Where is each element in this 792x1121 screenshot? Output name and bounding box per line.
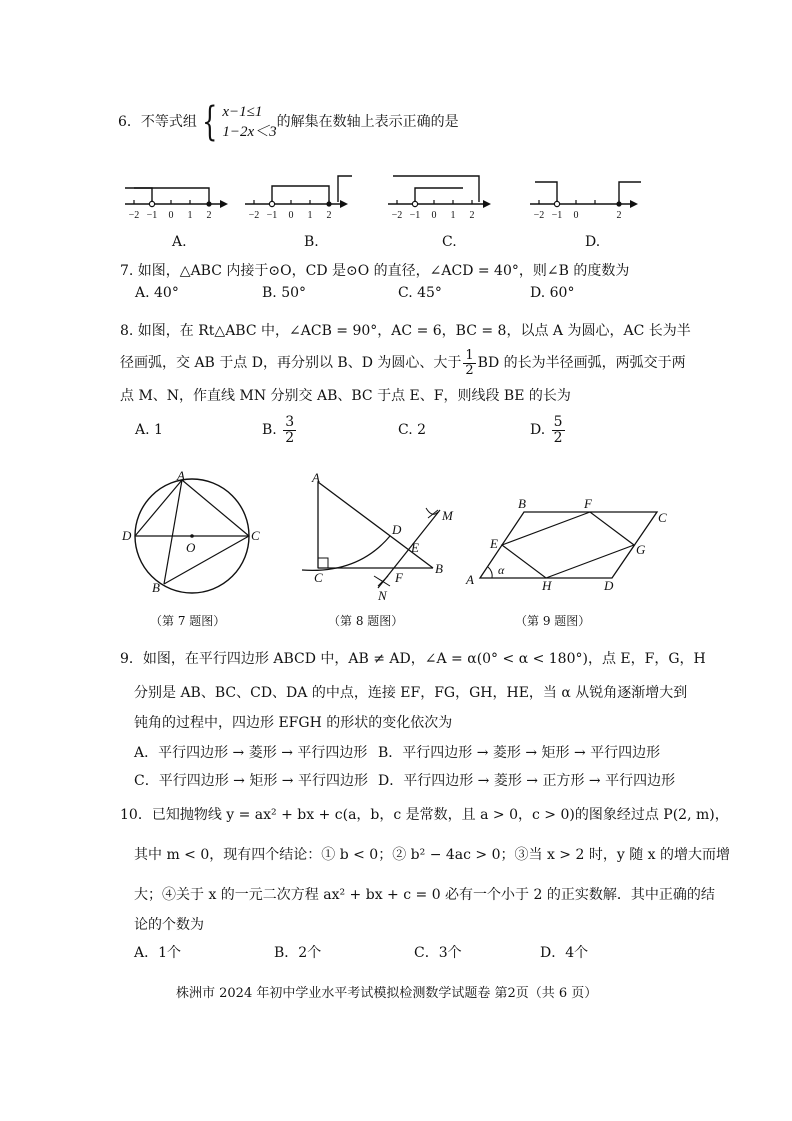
question-10-line-2: 其中 m < 0，现有四个结论：① b < 0；② b² − 4ac > 0；③当 x > 2 时，y 随 x 的增大而增 [134, 847, 730, 863]
point-label: O [186, 540, 196, 555]
q8-option-b[interactable] [262, 412, 298, 448]
point-label: N [378, 588, 387, 603]
point-label: D [604, 578, 614, 593]
point-label: B [435, 561, 443, 576]
point-label: B [518, 496, 526, 511]
figure-9-parallelogram [462, 496, 682, 596]
figure-7-circle [120, 470, 270, 600]
point-label: G [636, 542, 646, 557]
point-label: D [392, 522, 402, 537]
q6-option-c[interactable]: C. [442, 234, 457, 250]
point-label: C [251, 528, 260, 543]
q8-line2-a: 径画弧，交 AB 于点 D，再分别以 B、D 为圆心、大于 [120, 355, 462, 371]
tick-label: 0 [573, 210, 579, 221]
question-7-stem: 7. 如图，△ABC 内接于⊙O，CD 是⊙O 的直径，∠ACD = 40°，则∠B 的度数为 [120, 263, 630, 279]
number-line-b [240, 168, 360, 223]
frac-numerator: 5 [553, 413, 563, 430]
q10-option-b[interactable]: B．2个 [274, 945, 322, 961]
tick-label: −2 [391, 210, 403, 221]
tick-label: −1 [266, 210, 278, 221]
question-9-line-2: 分别是 AB、BC、CD、DA 的中点，连接 EF，FG，GH，HE，当 α 从锐角逐渐增大到 [134, 685, 688, 701]
tick-label: −1 [146, 210, 158, 221]
point-label: B [152, 580, 160, 595]
system-brace: { [202, 99, 218, 145]
tick-label: 0 [288, 210, 294, 221]
question-10-line-4: 论的个数为 [134, 917, 204, 933]
question-6-stem [118, 100, 459, 144]
q9-option-b[interactable]: B．平行四边形 → 菱形 → 矩形 → 平行四边形 [378, 745, 661, 761]
frac-denominator: 2 [285, 429, 295, 446]
q9-option-a[interactable]: A．平行四边形 → 菱形 → 平行四边形 [134, 745, 368, 761]
point-label: A [177, 470, 185, 483]
q8-option-b-fraction [283, 415, 296, 445]
q6-option-d[interactable]: D. [585, 234, 601, 250]
tick-label: −1 [409, 210, 421, 221]
q8-option-d-fraction [552, 415, 565, 445]
q7-option-b[interactable]: B. 50° [262, 285, 307, 301]
point-label: C [658, 510, 667, 525]
tick-label: −1 [551, 210, 563, 221]
q8-option-b-label: B. [262, 422, 277, 438]
point-label: E [490, 536, 498, 551]
tick-label: 2 [616, 210, 622, 221]
q7-option-c[interactable]: C. 45° [398, 285, 442, 301]
q8-line2-b: BD 的长为半径画弧，两弧交于两 [477, 355, 686, 371]
question-9-line-3: 钝角的过程中，四边形 EFGH 的形状的变化依次为 [134, 715, 453, 731]
tick-label: 1 [450, 210, 456, 221]
q10-option-d[interactable]: D．4个 [540, 945, 589, 961]
caption-figure-7: （第 7 题图） [150, 614, 226, 628]
caption-figure-9: （第 9 题图） [515, 614, 591, 628]
number-line-c [383, 168, 503, 223]
q6-option-a[interactable]: A. [172, 234, 187, 250]
tick-label: −2 [533, 210, 545, 221]
q8-option-d[interactable] [530, 412, 567, 448]
question-8-line-3: 点 M、N，作直线 MN 分别交 AB、BC 于点 E、F，则线段 BE 的长为 [120, 388, 571, 404]
tick-label: 0 [168, 210, 174, 221]
question-9-line-1: 9．如图，在平行四边形 ABCD 中，AB ≠ AD，∠A = α(0° < α < 180°)，点 E，F，G，H [120, 651, 706, 667]
question-10-line-1: 10．已知抛物线 y = ax² + bx + c(a，b，c 是常数，且 a > 0，c > 0)的图象经过点 P(2, m)， [120, 807, 729, 823]
q6-stem-prefix: 6．不等式组 [118, 114, 197, 130]
tick-label: 0 [431, 210, 437, 221]
q8-option-a[interactable]: A. 1 [135, 422, 163, 438]
q8-option-c[interactable]: C. 2 [398, 422, 427, 438]
fraction-half [463, 349, 475, 377]
point-label: D [122, 528, 132, 543]
frac-numerator: 3 [285, 413, 295, 430]
inequality-1: x−1≤1 [222, 104, 263, 120]
point-label: H [542, 578, 552, 593]
point-label: A [312, 470, 320, 485]
number-line-d [525, 168, 650, 223]
q7-option-d[interactable]: D. 60° [530, 285, 575, 301]
q9-option-d[interactable]: D．平行四边形 → 菱形 → 正方形 → 平行四边形 [378, 773, 676, 789]
figure-8-triangle [298, 470, 458, 605]
q7-option-a[interactable]: A. 40° [135, 285, 179, 301]
q10-option-c[interactable]: C．3个 [414, 945, 462, 961]
point-label: F [584, 496, 592, 511]
tick-label: −2 [128, 210, 140, 221]
question-10-line-3: 大；④关于 x 的一元二次方程 ax² + bx + c = 0 必有一个小于 2 的正实数解．其中正确的结 [134, 887, 715, 903]
angle-label: α [498, 563, 505, 577]
inequality-2: 1−2x＜3 [222, 124, 277, 140]
tick-label: −2 [248, 210, 260, 221]
point-label: M [442, 508, 453, 523]
point-label: F [395, 570, 403, 585]
caption-figure-8: （第 8 题图） [328, 614, 404, 628]
tick-label: 2 [326, 210, 332, 221]
number-line-a [120, 168, 230, 223]
tick-label: 2 [206, 210, 212, 221]
tick-label: 1 [187, 210, 193, 221]
point-label: A [466, 572, 474, 587]
frac-numerator: 1 [465, 347, 474, 363]
q6-option-b[interactable]: B. [304, 234, 319, 250]
point-label: E [411, 540, 419, 555]
question-8-line-2 [120, 346, 686, 380]
tick-label: 2 [469, 210, 475, 221]
q8-option-d-label: D. [530, 422, 546, 438]
q9-option-c[interactable]: C．平行四边形 → 矩形 → 平行四边形 [134, 773, 368, 789]
frac-denominator: 2 [553, 429, 563, 446]
frac-denominator: 2 [465, 362, 474, 378]
question-8-line-1: 8. 如图，在 Rt△ABC 中，∠ACB = 90°，AC = 6，BC = 8，以点 A 为圆心，AC 长为半 [120, 323, 691, 339]
tick-label: 1 [307, 210, 313, 221]
point-label: C [314, 570, 323, 585]
q6-stem-suffix: 的解集在数轴上表示正确的是 [276, 114, 459, 130]
q10-option-a[interactable]: A．1个 [134, 945, 182, 961]
page-footer: 株洲市 2024 年初中学业水平考试模拟检测数学试题卷 第2页（共 6 页） [176, 986, 598, 1001]
inequality-system [222, 102, 276, 142]
